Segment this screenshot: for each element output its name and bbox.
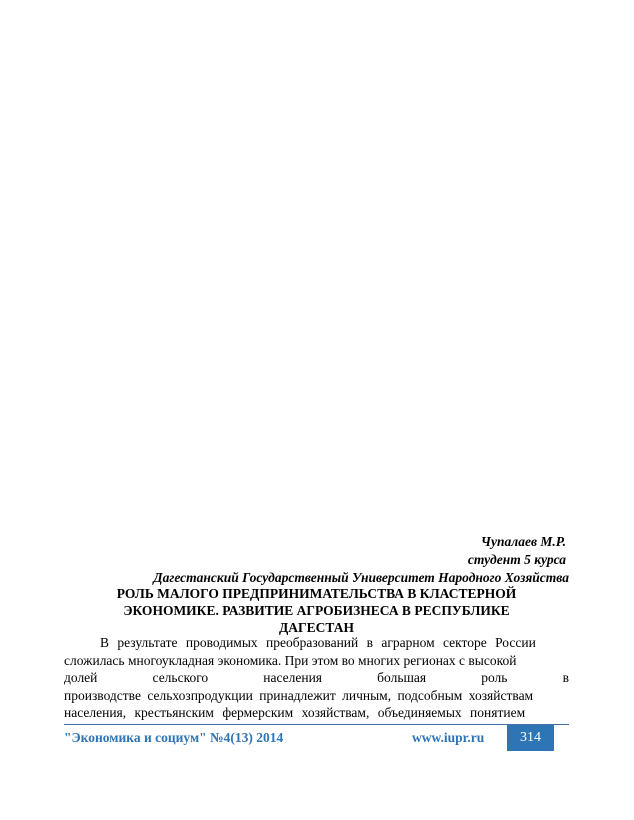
article-body bbox=[64, 634, 569, 722]
author-position: студент 5 курса bbox=[467, 552, 566, 567]
title-line: ЭКОНОМИКЕ. РАЗВИТИЕ АГРОБИЗНЕСА В РЕСПУБЛИКЕ bbox=[123, 603, 510, 618]
body-line: сложилась многоукладная экономика. При этом во многих регионах с высокой bbox=[64, 652, 517, 668]
author-block bbox=[468, 533, 566, 569]
body-line: производстве сельхозпродукции принадлежит личным, подсобным хозяйствам bbox=[64, 687, 534, 703]
body-word: сельского bbox=[152, 670, 209, 685]
body-line: населения, крестьянским фермерским хозяйствам, объединяемых понятием bbox=[64, 705, 526, 720]
footer-url-link[interactable]: www.iupr.ru bbox=[412, 730, 485, 745]
body-word: долей bbox=[64, 670, 98, 685]
footer-divider bbox=[64, 724, 569, 725]
body-line-justified bbox=[64, 669, 569, 687]
title-line: ДАГЕСТАН bbox=[279, 620, 354, 635]
body-word: населения bbox=[263, 670, 323, 685]
author-affiliation: Дагестанский Государственный Университет Народного Хозяйства bbox=[153, 570, 569, 585]
article-title bbox=[64, 585, 569, 636]
page-number-badge bbox=[507, 725, 554, 751]
body-word: роль bbox=[481, 670, 508, 685]
body-word: в bbox=[562, 670, 569, 685]
body-word: большая bbox=[377, 670, 427, 685]
title-line: РОЛЬ МАЛОГО ПРЕДПРИНИМАТЕЛЬСТВА В КЛАСТЕРНОЙ bbox=[116, 586, 517, 601]
page-number: 314 bbox=[520, 730, 541, 745]
body-line: В результате проводимых преобразований в аграрном секторе России bbox=[100, 635, 536, 650]
footer-journal: "Экономика и социум" №4(13) 2014 bbox=[64, 730, 284, 745]
author-name: Чупалаев М.Р. bbox=[480, 534, 566, 549]
